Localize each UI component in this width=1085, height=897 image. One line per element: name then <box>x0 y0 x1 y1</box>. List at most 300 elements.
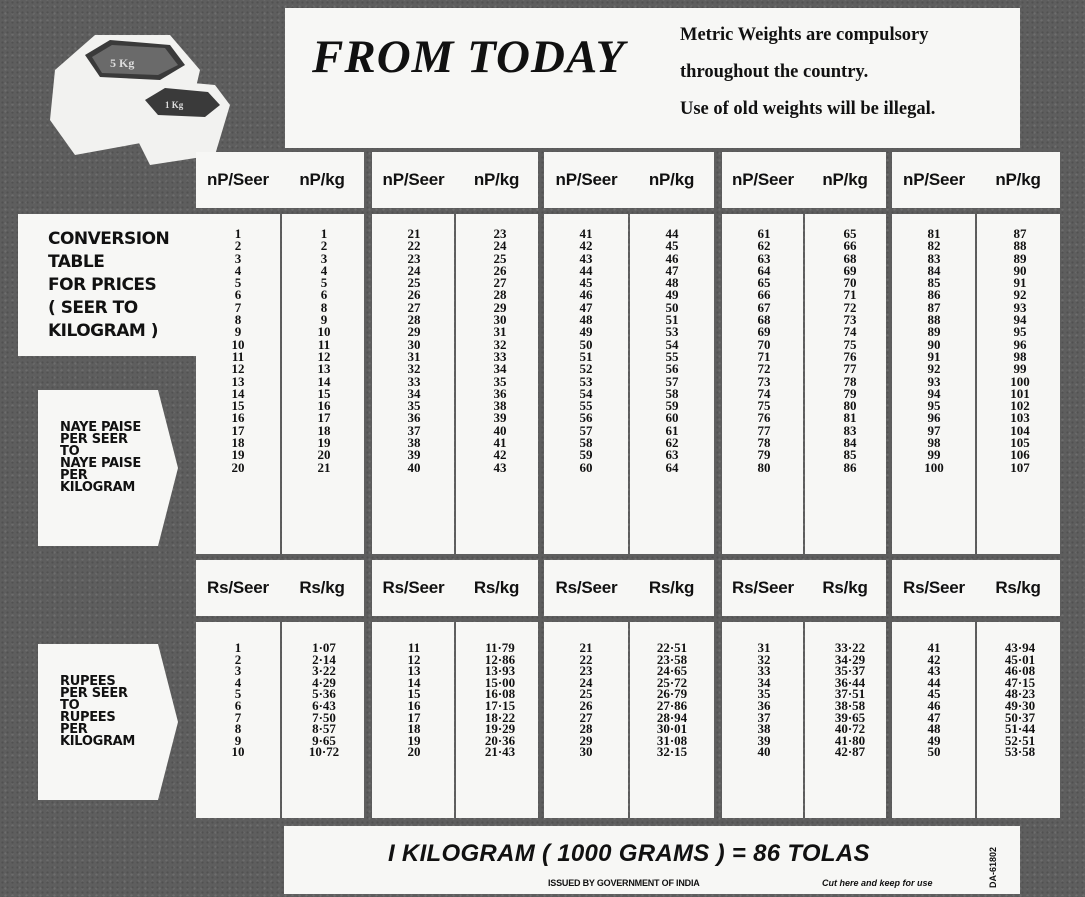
rs-kg-header: Rs/kg <box>473 578 520 597</box>
np-cell: 57 <box>665 373 679 389</box>
arrow-label-line: KILOGRAM <box>60 480 136 495</box>
np-cell: 103 <box>1010 410 1030 426</box>
np-cell: 72 <box>757 361 771 377</box>
np-cell: 67 <box>757 299 771 315</box>
np-cell: 79 <box>757 447 771 463</box>
np-seer-header: nP/Seer <box>732 170 794 189</box>
np-cell: 13 <box>231 373 245 389</box>
rs-cell: 43 <box>927 663 941 679</box>
np-cell: 60 <box>579 459 593 475</box>
np-header-group <box>544 152 714 208</box>
rs-cell: 50·37 <box>1004 709 1036 725</box>
rs-seer-column <box>892 642 976 758</box>
np-cell: 54 <box>579 385 593 401</box>
np-cell: 107 <box>1010 459 1030 475</box>
np-cell: 43 <box>579 250 593 266</box>
np-cell: 14 <box>317 373 331 389</box>
rs-seer-header: Rs/Seer <box>382 578 445 597</box>
rs-cell: 8 <box>234 721 242 737</box>
np-cell: 96 <box>927 410 941 426</box>
np-cell: 38 <box>493 398 507 414</box>
rs-cell: 51·44 <box>1004 721 1036 737</box>
np-kg-column <box>808 228 892 474</box>
rs-cell: 40 <box>757 744 771 760</box>
rs-seer-header: Rs/Seer <box>207 578 269 597</box>
rs-cell: 43·94 <box>1004 640 1036 655</box>
np-cell: 38 <box>407 435 421 451</box>
rs-cell: 24 <box>579 674 593 690</box>
np-cell: 6 <box>320 287 328 303</box>
np-cell: 18 <box>317 422 331 438</box>
np-cell: 33 <box>493 348 507 364</box>
rs-cell: 1·07 <box>312 640 336 655</box>
np-cell: 89 <box>927 324 941 340</box>
np-cell: 58 <box>579 435 593 451</box>
np-cell: 64 <box>757 262 771 278</box>
conversion-title-line: TABLE <box>48 252 105 272</box>
rs-kg-header: Rs/kg <box>648 578 695 597</box>
rs-cell: 17·15 <box>484 697 516 713</box>
np-cell: 52 <box>579 361 593 377</box>
rs-cell: 9 <box>234 732 242 748</box>
np-cell: 42 <box>579 238 593 254</box>
np-cell: 89 <box>1013 250 1027 266</box>
np-cell: 31 <box>407 348 421 364</box>
rs-cell: 45 <box>927 686 941 702</box>
np-cell: 69 <box>757 324 771 340</box>
np-cell: 47 <box>665 262 679 278</box>
np-cell: 66 <box>757 287 771 303</box>
rs-cell: 2 <box>234 651 242 667</box>
np-cell: 94 <box>927 385 941 401</box>
rs-cell: 10 <box>231 744 245 760</box>
arrow-label-line: TO <box>60 698 80 713</box>
rs-kg-column <box>978 642 1062 758</box>
rs-cell: 53·58 <box>1004 744 1036 760</box>
np-cell: 74 <box>843 324 857 340</box>
rs-cell: 32·15 <box>656 744 688 760</box>
rs-cell: 37 <box>757 709 771 725</box>
rs-cell: 12 <box>407 651 421 667</box>
np-cell: 20 <box>231 459 245 475</box>
np-cell: 45 <box>579 275 593 291</box>
np-cell: 16 <box>231 410 245 426</box>
np-cell: 102 <box>1010 398 1030 414</box>
np-cell: 41 <box>493 435 507 451</box>
np-cell: 99 <box>927 447 941 463</box>
np-cell: 62 <box>757 238 771 254</box>
rs-cell: 15 <box>407 686 421 702</box>
np-cell: 43 <box>493 459 507 475</box>
np-cell: 55 <box>665 348 679 364</box>
np-cell: 24 <box>407 262 421 278</box>
rs-header-row <box>196 560 1060 616</box>
np-header-row <box>196 152 1060 208</box>
rs-cell: 4 <box>234 674 242 690</box>
np-cell: 75 <box>757 398 771 414</box>
np-cell: 51 <box>579 348 593 364</box>
np-cell: 33 <box>407 373 421 389</box>
arrow-label-line: PER SEER <box>60 686 128 701</box>
np-cell: 9 <box>234 324 242 340</box>
rs-cell: 34·29 <box>834 651 866 667</box>
np-kg-header: nP/kg <box>473 170 520 189</box>
np-cell: 19 <box>317 435 331 451</box>
rs-cell: 46 <box>927 697 941 713</box>
np-cell: 34 <box>493 361 507 377</box>
np-cell: 9 <box>320 312 328 328</box>
np-kg-header: nP/kg <box>995 170 1041 189</box>
np-cell: 5 <box>234 275 242 291</box>
np-cell: 78 <box>843 373 857 389</box>
np-cell: 99 <box>1013 361 1027 377</box>
rs-cell: 48 <box>927 721 941 737</box>
rs-cell: 7·50 <box>312 709 336 725</box>
rs-seer-header: Rs/Seer <box>732 578 794 597</box>
rs-cell: 24·65 <box>656 663 688 679</box>
np-cell: 19 <box>231 447 245 463</box>
rs-cell: 33·22 <box>834 640 866 655</box>
rs-cell: 37·51 <box>834 686 866 702</box>
rs-cell: 25 <box>579 686 593 702</box>
np-cell: 100 <box>1010 373 1030 389</box>
rs-cell: 16·08 <box>484 686 516 702</box>
weight-label-1kg: 1 Kg <box>165 100 184 110</box>
np-cell: 61 <box>665 422 679 438</box>
rs-cell: 9·65 <box>312 732 336 748</box>
rs-cell: 10·72 <box>308 744 340 760</box>
rs-cell: 19·29 <box>484 721 516 737</box>
np-cell: 95 <box>1013 324 1027 340</box>
np-cell: 46 <box>665 250 679 266</box>
rs-cell: 6·43 <box>312 697 336 713</box>
rs-cell: 23 <box>579 663 593 679</box>
rs-cell: 16 <box>407 697 421 713</box>
headline: FROM TODAY <box>312 31 626 83</box>
rs-cell: 5 <box>234 686 242 702</box>
np-cell: 29 <box>407 324 421 340</box>
np-cell: 32 <box>407 361 421 377</box>
np-cell: 62 <box>665 435 679 451</box>
rs-cell: 11·79 <box>485 640 515 655</box>
arrow-label-line: PER <box>60 722 88 737</box>
rs-cell: 20 <box>407 744 421 760</box>
np-cell: 92 <box>927 361 941 377</box>
np-seer-column <box>722 228 806 474</box>
arrow-label-line: TO <box>60 444 80 459</box>
arrow-label-line: RUPEES <box>60 710 116 725</box>
np-cell: 18 <box>231 435 245 451</box>
np-cell: 4 <box>234 262 242 278</box>
notice-line: Metric Weights are compulsory <box>680 25 929 45</box>
np-cell: 76 <box>843 348 857 364</box>
np-cell: 77 <box>757 422 771 438</box>
np-cell: 51 <box>665 312 679 328</box>
np-cell: 8 <box>320 299 328 315</box>
np-cell: 8 <box>234 312 242 328</box>
rs-cell: 50 <box>927 744 941 760</box>
np-seer-header: nP/Seer <box>207 170 269 189</box>
np-cell: 2 <box>320 238 328 254</box>
np-cell: 87 <box>927 299 941 315</box>
rs-cell: 35·37 <box>834 663 866 679</box>
rs-cell: 27 <box>579 709 593 725</box>
np-cell: 86 <box>927 287 941 303</box>
np-seer-header: nP/Seer <box>382 170 445 189</box>
rs-cell: 40·72 <box>834 721 866 737</box>
np-kg-column <box>458 228 542 474</box>
np-cell: 68 <box>843 250 857 266</box>
rs-cell: 15·00 <box>484 674 516 690</box>
np-cell: 28 <box>493 287 507 303</box>
np-cell: 57 <box>579 422 593 438</box>
rs-header-group <box>544 560 714 616</box>
rs-header-group <box>372 560 538 616</box>
rs-cell: 45·01 <box>1004 651 1036 667</box>
np-cell: 90 <box>927 336 941 352</box>
np-cell: 91 <box>927 348 941 364</box>
rs-cell: 47·15 <box>1004 674 1036 690</box>
np-cell: 39 <box>407 447 421 463</box>
np-cell: 7 <box>234 299 242 315</box>
np-header-group <box>722 152 886 208</box>
rs-cell: 18·22 <box>484 709 516 725</box>
np-cell: 30 <box>407 336 421 352</box>
np-cell: 80 <box>843 398 857 414</box>
rs-cell: 41 <box>927 640 941 655</box>
rs-cell: 14 <box>407 674 421 690</box>
np-cell: 28 <box>407 312 421 328</box>
np-cell: 3 <box>320 250 328 266</box>
rs-cell: 25·72 <box>656 674 688 690</box>
rs-cell: 39 <box>757 732 771 748</box>
np-cell: 10 <box>231 336 245 352</box>
rs-cell: 28 <box>579 721 593 737</box>
np-cell: 93 <box>927 373 941 389</box>
arrow-label-line: PER SEER <box>60 432 128 447</box>
rs-cell: 33 <box>757 663 771 679</box>
np-cell: 31 <box>493 324 507 340</box>
rs-cell: 27·86 <box>656 697 688 713</box>
rs-cell: 13·93 <box>484 663 516 679</box>
arrow-label-line: NAYE PAISE <box>60 456 141 471</box>
footer-issued: ISSUED BY GOVERNMENT OF INDIA <box>548 878 700 888</box>
rs-seer-header: Rs/Seer <box>555 578 618 597</box>
rs-cell: 22·51 <box>656 640 688 655</box>
np-cell: 94 <box>1013 312 1027 328</box>
rs-cell: 5·36 <box>312 686 336 702</box>
np-cell: 96 <box>1013 336 1027 352</box>
np-cell: 12 <box>231 361 245 377</box>
np-cell: 2 <box>234 238 242 254</box>
np-cell: 30 <box>493 312 507 328</box>
np-cell: 17 <box>317 410 331 426</box>
np-cell: 53 <box>579 373 593 389</box>
np-cell: 106 <box>1010 447 1030 463</box>
np-header-group <box>196 152 364 208</box>
np-cell: 55 <box>579 398 593 414</box>
np-cell: 49 <box>665 287 679 303</box>
np-cell: 78 <box>757 435 771 451</box>
np-cell: 71 <box>843 287 857 303</box>
rs-cell: 39·65 <box>834 709 866 725</box>
np-cell: 27 <box>407 299 421 315</box>
np-cell: 29 <box>493 299 507 315</box>
np-cell: 85 <box>927 275 941 291</box>
np-cell: 48 <box>579 312 593 328</box>
np-cell: 71 <box>757 348 771 364</box>
conversion-title-line: FOR PRICES <box>48 275 157 295</box>
rs-cell: 34 <box>757 674 771 690</box>
rs-cell: 42·87 <box>834 744 866 760</box>
rs-cell: 49·30 <box>1004 697 1036 713</box>
np-cell: 80 <box>757 459 771 475</box>
rs-cell: 28·94 <box>656 709 688 725</box>
rs-cell: 30 <box>579 744 593 760</box>
np-cell: 92 <box>1013 287 1027 303</box>
np-cell: 84 <box>843 435 857 451</box>
rs-cell: 6 <box>234 697 242 713</box>
rs-cell: 18 <box>407 721 421 737</box>
rs-cell: 17 <box>407 709 421 725</box>
rs-cell: 31 <box>757 640 771 655</box>
np-cell: 53 <box>665 324 679 340</box>
np-kg-header: nP/kg <box>299 170 345 189</box>
np-cell: 73 <box>757 373 771 389</box>
np-cell: 22 <box>407 238 421 254</box>
np-cell: 35 <box>493 373 507 389</box>
rs-cell: 19 <box>407 732 421 748</box>
rs-cell: 52·51 <box>1004 732 1036 748</box>
rs-cell: 36 <box>757 697 771 713</box>
rs-cell: 30·01 <box>656 721 688 737</box>
np-cell: 42 <box>493 447 507 463</box>
np-cell: 97 <box>927 422 941 438</box>
metric-weights-illustration <box>40 15 240 175</box>
weight-label-5kg: 5 Kg <box>110 56 135 70</box>
rs-cell: 21 <box>579 640 593 655</box>
np-cell: 93 <box>1013 299 1027 315</box>
np-cell: 101 <box>1010 385 1030 401</box>
np-cell: 11 <box>231 348 245 364</box>
np-cell: 83 <box>843 422 857 438</box>
np-cell: 50 <box>665 299 679 315</box>
conversion-title-line: KILOGRAM ) <box>48 321 158 341</box>
rs-cell: 41·80 <box>834 732 866 748</box>
notice-line: throughout the country. <box>680 62 869 82</box>
np-cell: 39 <box>493 410 507 426</box>
np-cell: 86 <box>843 459 857 475</box>
rs-cell: 22 <box>579 651 593 667</box>
np-cell: 95 <box>927 398 941 414</box>
np-cell: 59 <box>665 398 679 414</box>
np-cell: 68 <box>757 312 771 328</box>
np-cell: 91 <box>1013 275 1027 291</box>
rs-seer-header: Rs/Seer <box>903 578 965 597</box>
np-cell: 23 <box>493 226 507 241</box>
rs-kg-column <box>808 642 892 758</box>
np-cell: 61 <box>757 226 771 241</box>
rs-cell: 23·58 <box>656 651 688 667</box>
rs-cell: 49 <box>927 732 941 748</box>
rs-cell: 32 <box>757 651 771 667</box>
rs-kg-column <box>282 642 366 758</box>
rs-header-group <box>196 560 364 616</box>
rs-cell: 46·08 <box>1004 663 1036 679</box>
np-seer-column <box>196 228 280 474</box>
np-seer-column <box>372 228 456 474</box>
np-cell: 105 <box>1010 435 1030 451</box>
rs-cell: 42 <box>927 651 941 667</box>
np-cell: 56 <box>665 361 679 377</box>
np-cell: 98 <box>927 435 941 451</box>
np-kg-column <box>282 228 366 474</box>
rs-seer-column <box>544 642 628 758</box>
np-cell: 10 <box>317 324 331 340</box>
rs-kg-header: Rs/kg <box>995 578 1041 597</box>
np-cell: 46 <box>579 287 593 303</box>
np-kg-header: nP/kg <box>822 170 868 189</box>
arrow-label-line: KILOGRAM <box>60 734 136 749</box>
np-cell: 59 <box>579 447 593 463</box>
np-seer-column <box>892 228 976 474</box>
np-kg-column <box>630 228 714 474</box>
np-cell: 40 <box>493 422 507 438</box>
np-seer-header: nP/Seer <box>903 170 965 189</box>
np-cell: 27 <box>493 275 507 291</box>
np-cell: 1 <box>234 226 242 241</box>
np-cell: 83 <box>927 250 941 266</box>
np-cell: 20 <box>317 447 331 463</box>
conversion-title-line: CONVERSION <box>48 229 170 249</box>
np-cell: 14 <box>231 385 245 401</box>
np-cell: 34 <box>407 385 421 401</box>
rs-cell: 38·58 <box>834 697 866 713</box>
np-cell: 50 <box>579 336 593 352</box>
np-cell: 35 <box>407 398 421 414</box>
rs-cell: 36·44 <box>834 674 866 690</box>
np-cell: 70 <box>843 275 857 291</box>
np-cell: 45 <box>665 238 679 254</box>
rs-cell: 35 <box>757 686 771 702</box>
np-cell: 32 <box>493 336 507 352</box>
np-cell: 84 <box>927 262 941 278</box>
np-cell: 81 <box>927 226 941 241</box>
np-cell: 21 <box>407 226 421 241</box>
np-cell: 56 <box>579 410 593 426</box>
np-cell: 76 <box>757 410 771 426</box>
rs-cell: 11 <box>407 640 421 655</box>
np-cell: 72 <box>843 299 857 315</box>
rs-kg-column <box>458 642 542 758</box>
rs-cell: 26·79 <box>656 686 688 702</box>
np-cell: 66 <box>843 238 857 254</box>
np-seer-header: nP/Seer <box>555 170 618 189</box>
np-cell: 12 <box>317 348 331 364</box>
rs-header-group <box>892 560 1060 616</box>
rs-cell: 7 <box>234 709 242 725</box>
rs-cell: 12·86 <box>484 651 516 667</box>
np-cell: 17 <box>231 422 245 438</box>
rs-kg-header: Rs/kg <box>299 578 345 597</box>
np-cell: 25 <box>407 275 421 291</box>
np-cell: 54 <box>665 336 679 352</box>
np-cell: 13 <box>317 361 331 377</box>
np-cell: 63 <box>665 447 679 463</box>
rs-cell: 8·57 <box>312 721 336 737</box>
np-cell: 15 <box>317 385 331 401</box>
np-cell: 15 <box>231 398 245 414</box>
